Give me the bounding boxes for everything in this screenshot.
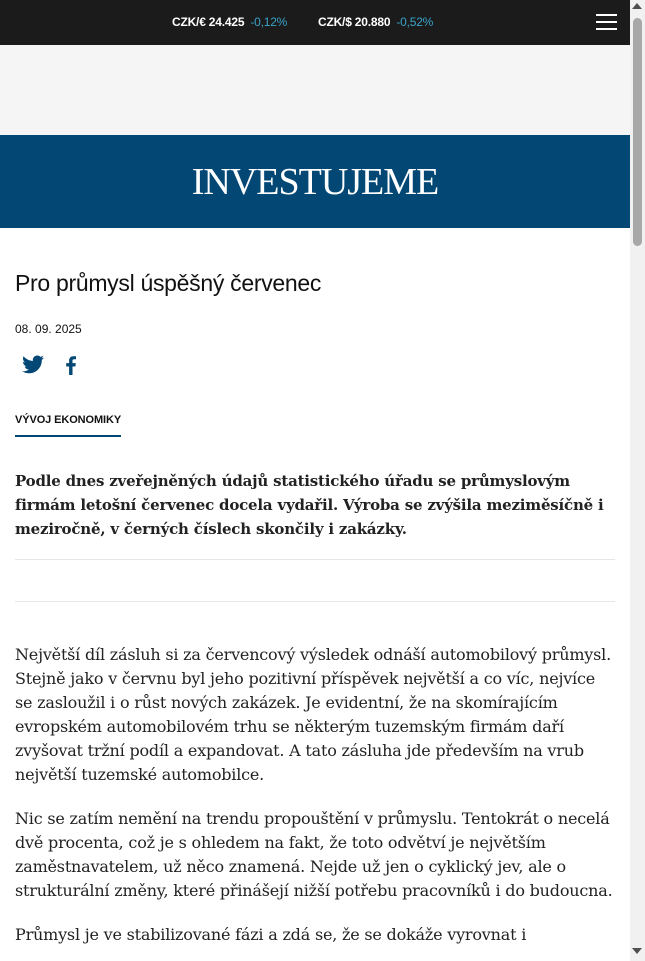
rate-czk-usd	[318, 15, 433, 29]
site-logo[interactable]: INVESTUJEME	[191, 161, 439, 203]
rate-czk-eur	[172, 15, 287, 29]
scroll-up-arrow-icon[interactable]	[632, 3, 642, 9]
article-date: 08. 09. 2025	[15, 322, 82, 336]
article-title: Pro průmysl úspěšný červenec	[15, 270, 322, 296]
scroll-down-arrow-icon[interactable]	[632, 948, 642, 954]
rate-czk-usd-value: CZK/$ 20.880	[318, 15, 391, 29]
hamburger-menu-icon[interactable]	[596, 13, 617, 31]
ad-placeholder	[0, 45, 630, 135]
article-paragraph: Nic se zatím nemění na trendu propouštění v průmyslu. Tentokrát o necelá dvě procenta, což je s ohledem na fakt, že toto odvětví je největším zaměstnavatelem, už něco znamená. Nejde už jen o cyklický jev, ale o strukturální změny, které přinášejí nižší potřebu pracovníků i do budoucna.	[15, 809, 613, 900]
category-link[interactable]: VÝVOJ EKONOMIKY	[15, 414, 121, 437]
divider	[15, 559, 615, 560]
twitter-icon[interactable]	[21, 353, 45, 377]
currency-ticker-bar	[0, 0, 630, 45]
scrollbar-thumb[interactable]	[633, 18, 642, 246]
article-paragraph: Průmysl je ve stabilizované fázi a zdá se, že se dokáže vyrovnat i	[15, 925, 527, 944]
rate-czk-eur-value: CZK/€ 24.425	[172, 15, 245, 29]
rate-czk-usd-change: -0,52%	[396, 15, 434, 29]
rate-czk-eur-change: -0,12%	[250, 15, 288, 29]
article-perex: Podle dnes zveřejněných údajů statistického úřadu se průmyslovým firmám letošní červenec docela vydařil. Výroba se zvýšila meziměsíčně i meziročně, v černých číslech skončily i zakázky.	[15, 472, 604, 538]
article-body	[15, 643, 615, 961]
facebook-icon[interactable]	[59, 353, 83, 377]
article-paragraph: Největší díl zásluh si za červencový výsledek odnáší automobilový průmysl. Stejně jako v červnu byl jeho pozitivní příspěvek největší a co víc, nejvíce se zasloužil i o růst nových zakázek. Je evidentní, že na skomírajícím evropském automobilovém trhu se některým tuzemským firmám daří zvyšovat tržní podíl a expandovat. A tato zásluha jde především na vrub největší tuzemské automobilce.	[15, 645, 611, 784]
divider	[15, 601, 615, 602]
